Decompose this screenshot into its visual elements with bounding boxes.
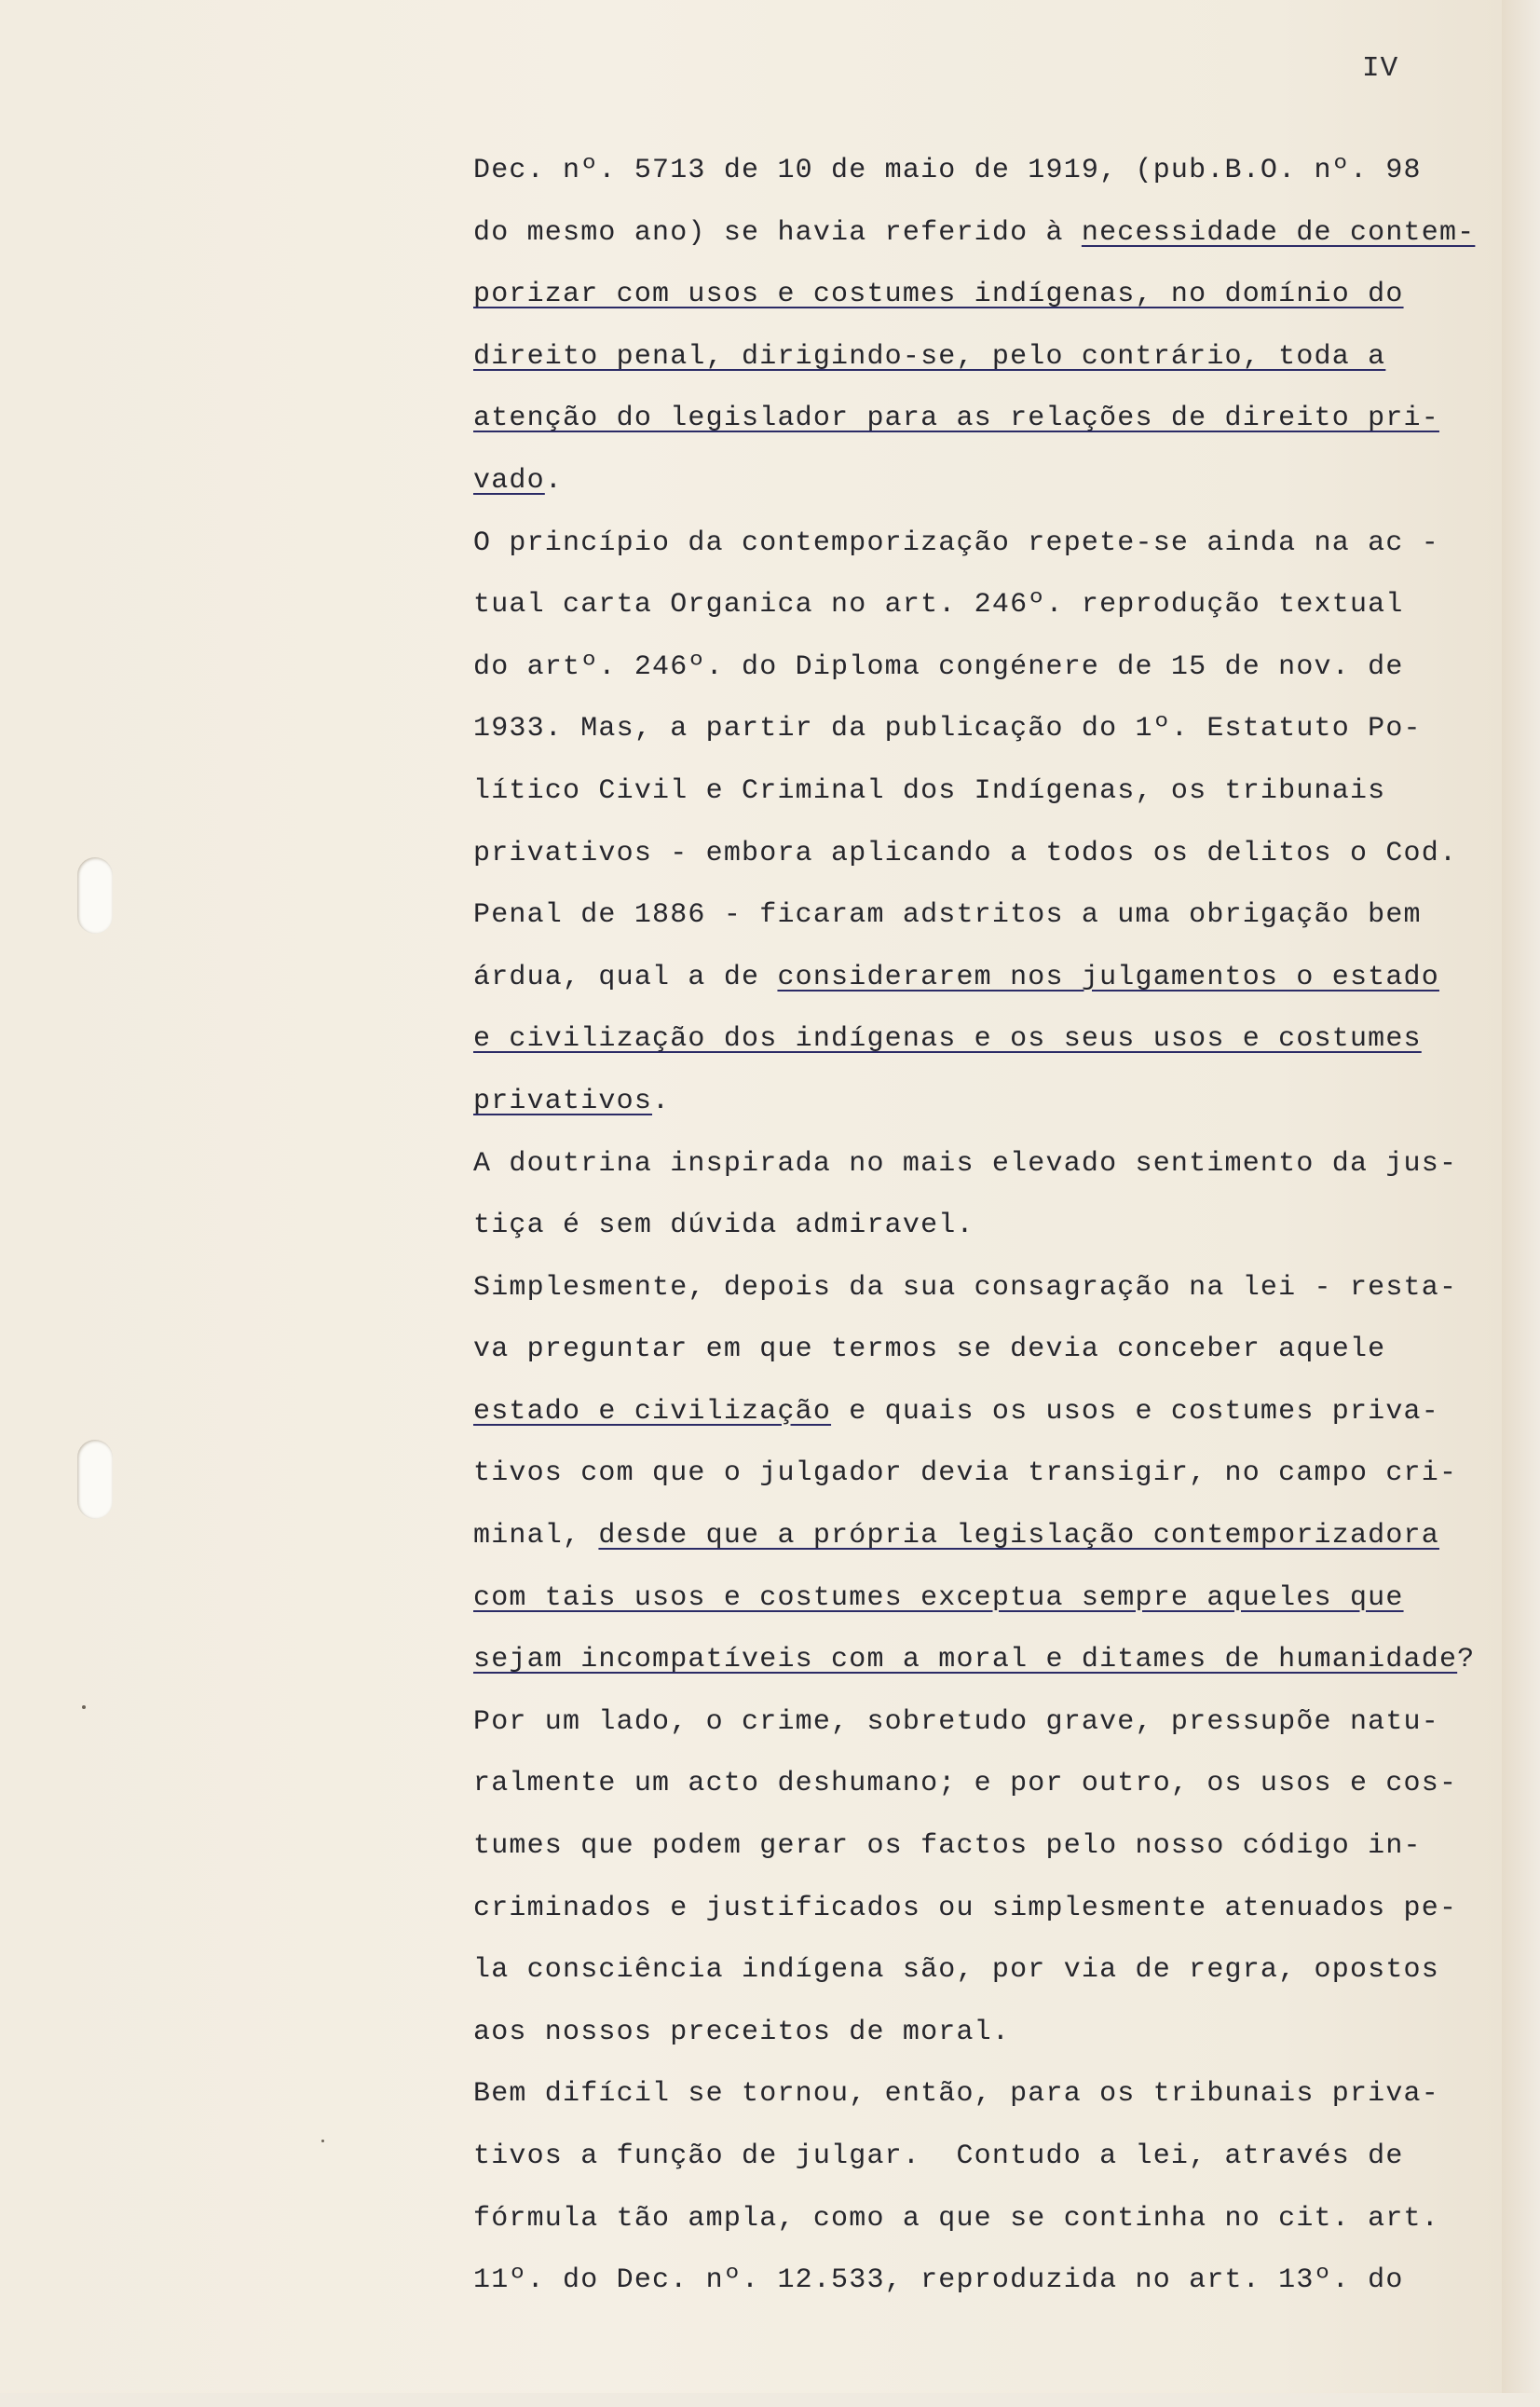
text-line — [473, 140, 1507, 202]
text-segment: tivos a função de julgar. Contudo a lei, através de — [473, 2140, 1404, 2172]
text-line — [473, 574, 1507, 636]
underlined-phrase: direito penal, dirigindo-se, pelo contrário, toda a — [473, 340, 1386, 373]
text-segment: fórmula tão ampla, como a que se continha no cit. art. — [473, 2202, 1439, 2235]
text-line — [473, 2002, 1507, 2064]
text-segment: Simplesmente, depois da sua consagração na lei - resta- — [473, 1271, 1458, 1304]
text-segment: . — [544, 464, 564, 497]
page-bottom-edge — [0, 2393, 1540, 2407]
underlined-phrase: considerarem nos julgamentos o estado — [777, 961, 1439, 993]
text-line — [473, 388, 1507, 450]
text-line — [473, 1567, 1507, 1630]
underlined-phrase: sejam incompatíveis com a moral e ditames de humanidade — [473, 1644, 1458, 1676]
underlined-phrase: necessidade de contem- — [1081, 216, 1476, 249]
text-segment: tivos com que o julgador devia transigir, no campo cri- — [473, 1457, 1458, 1490]
text-segment: Penal de 1886 - ficaram adstritos a uma obrigação bem — [473, 899, 1422, 932]
text-line — [473, 1133, 1507, 1196]
text-segment: tual carta Organica no art. 246º. reprodução textual — [473, 589, 1404, 622]
text-line — [473, 2188, 1507, 2250]
text-line — [473, 2250, 1507, 2312]
text-line — [473, 1443, 1507, 1505]
text-line — [473, 513, 1507, 575]
text-line — [473, 1629, 1507, 1691]
text-line — [473, 326, 1507, 389]
text-line — [473, 636, 1507, 699]
text-segment: privativos - embora aplicando a todos os delitos o Cod. — [473, 837, 1458, 869]
text-segment: . — [652, 1085, 671, 1117]
typewritten-body — [473, 140, 1507, 2312]
text-segment: ralmente um acto deshumano; e por outro, os usos e cos- — [473, 1768, 1458, 1800]
paper-speck — [321, 2140, 324, 2142]
text-line — [473, 1939, 1507, 2002]
text-line — [473, 1381, 1507, 1443]
text-segment: tumes que podem gerar os factos pelo nosso código in- — [473, 1830, 1422, 1863]
text-line — [473, 2063, 1507, 2126]
text-segment: ? — [1457, 1644, 1476, 1676]
text-segment: do mesmo ano) se havia referido à — [473, 216, 1082, 249]
text-line — [473, 1753, 1507, 1815]
text-segment: do artº. 246º. do Diploma congénere de 15 de nov. de — [473, 650, 1404, 683]
text-segment: 11º. do Dec. nº. 12.533, reproduzida no art. 13º. do — [473, 2264, 1404, 2297]
text-line — [473, 1691, 1507, 1754]
page-number: IV — [1362, 52, 1399, 85]
text-segment: Bem difícil se tornou, então, para os tribunais priva- — [473, 2078, 1439, 2111]
text-line — [473, 1008, 1507, 1071]
text-segment: 1933. Mas, a partir da publicação do 1º. Estatuto Po- — [473, 713, 1422, 745]
paper-speck — [82, 1705, 86, 1709]
text-line — [473, 947, 1507, 1009]
text-segment: aos nossos preceitos de moral. — [473, 2016, 1011, 2048]
text-segment: criminados e justificados ou simplesmente atenuados pe- — [473, 1892, 1458, 1924]
text-line — [473, 450, 1507, 513]
underlined-phrase: estado e civilização — [473, 1395, 832, 1428]
text-segment: Dec. nº. 5713 de 10 de maio de 1919, (pub.B.O. nº. 98 — [473, 155, 1422, 186]
underlined-phrase: e civilização dos indígenas e os seus usos e costumes — [473, 1023, 1422, 1056]
text-line — [473, 1071, 1507, 1133]
text-line — [473, 1195, 1507, 1257]
text-line — [473, 760, 1507, 823]
underlined-phrase: atenção do legislador para as relações de direito pri- — [473, 403, 1439, 435]
text-segment: tiça é sem dúvida admiravel. — [473, 1210, 974, 1242]
text-line — [473, 1257, 1507, 1320]
underlined-phrase: vado — [473, 464, 545, 497]
punch-hole-top — [77, 857, 113, 934]
text-segment: A doutrina inspirada no mais elevado sentimento da jus- — [473, 1147, 1458, 1180]
underlined-phrase: porizar com usos e costumes indígenas, no domínio do — [473, 279, 1404, 311]
underlined-phrase: desde que a própria legislação contemporizadora — [598, 1520, 1439, 1552]
text-line — [473, 1815, 1507, 1878]
underlined-phrase: com tais usos e costumes exceptua sempre aqueles que — [473, 1581, 1404, 1614]
underlined-phrase: privativos — [473, 1085, 653, 1117]
text-line — [473, 884, 1507, 947]
text-line — [473, 1878, 1507, 1940]
text-line — [473, 698, 1507, 760]
punch-hole-bottom — [77, 1440, 113, 1519]
text-line — [473, 202, 1507, 265]
page-edge — [1502, 0, 1540, 2407]
text-segment: minal, — [473, 1520, 599, 1552]
text-segment: e quais os usos e costumes priva- — [831, 1395, 1439, 1428]
text-line — [473, 1319, 1507, 1381]
text-segment: lítico Civil e Criminal dos Indígenas, os tribunais — [473, 774, 1386, 807]
text-segment: O princípio da contemporização repete-se ainda na ac - — [473, 527, 1439, 559]
text-segment: Por um lado, o crime, sobretudo grave, pressupõe natu- — [473, 1705, 1439, 1738]
text-line — [473, 2126, 1507, 2188]
text-line — [473, 264, 1507, 326]
text-line — [473, 823, 1507, 885]
text-line — [473, 1505, 1507, 1567]
text-segment: árdua, qual a de — [473, 961, 778, 993]
text-segment: va preguntar em que termos se devia conceber aquele — [473, 1333, 1386, 1366]
text-segment: la consciência indígena são, por via de regra, opostos — [473, 1954, 1439, 1987]
